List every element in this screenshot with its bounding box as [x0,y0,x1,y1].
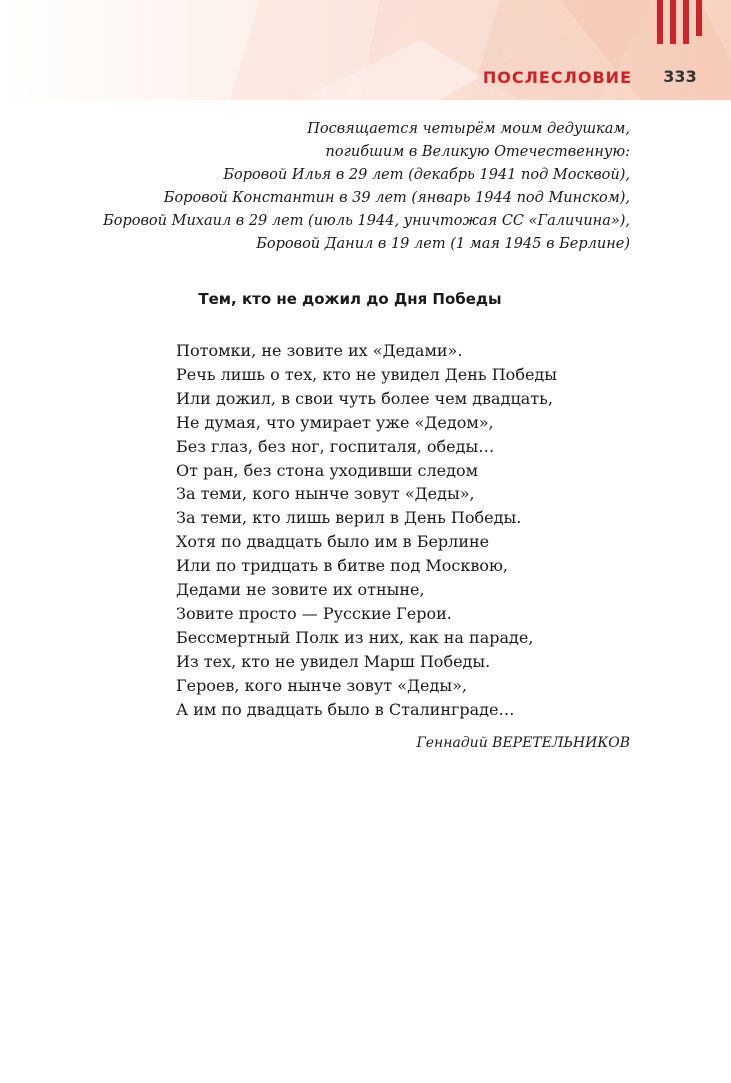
dedication-line: Боровой Михаил в 29 лет (июль 1944, уничтожая СС «Галичина»), [103,213,630,229]
dedication-line: Боровой Константин в 39 лет (январь 1944 под Минском), [163,190,630,206]
poem-author: Геннадий ВЕРЕТЕЛЬНИКОВ [416,735,630,751]
section-title: ПОСЛЕСЛОВИЕ [482,68,632,87]
dedication-line: Боровой Илья в 29 лет (декабрь 1941 под Москвой), [223,167,630,183]
poem-line: Бессмертный Полк из них, как на параде, [176,627,534,647]
dedication [100,118,630,256]
poem-line: Потомки, не зовите их «Дедами». [176,341,463,360]
poem-title: Тем, кто не дожил до Дня Победы [198,290,502,308]
dedication-line: погибшим в Великую Отечественную: [325,144,630,160]
poem-line: Или дожил, в свои чуть более чем двадцать, [176,388,553,408]
dedication-line: Посвящается четырём моим дедушкам, [307,121,630,137]
poem-line: Из тех, кто не увидел Марш Победы. [176,651,491,671]
dedication-line: Боровой Данил в 19 лет (1 мая 1945 в Берлине) [256,236,630,252]
poem-line: Речь лишь о тех, кто не увидел День Победы [176,364,557,384]
poem-line: От ран, без стона уходивши следом [176,460,479,480]
poem-line: Дедами не зовите их отныне, [176,580,425,600]
poem-line: Не думая, что умирает уже «Дедом», [176,412,494,432]
poem-line: За теми, кто лишь верил в День Победы. [176,508,522,528]
poem-line: Без глаз, без ног, госпиталя, обеды… [176,436,495,456]
poem-line: Зовите просто — Русские Герои. [176,603,452,623]
poem-body [176,339,636,722]
page-number: 333 [663,67,697,86]
poem-line: А им по двадцать было в Сталинграде… [176,699,515,719]
poem-line: Героев, кого нынче зовут «Деды», [176,675,467,695]
poem-line: Хотя по двадцать было им в Берлине [176,532,490,552]
poem-line: За теми, кого нынче зовут «Деды», [176,484,475,504]
poem-line: Или по тридцать в битве под Москвою, [176,556,509,576]
